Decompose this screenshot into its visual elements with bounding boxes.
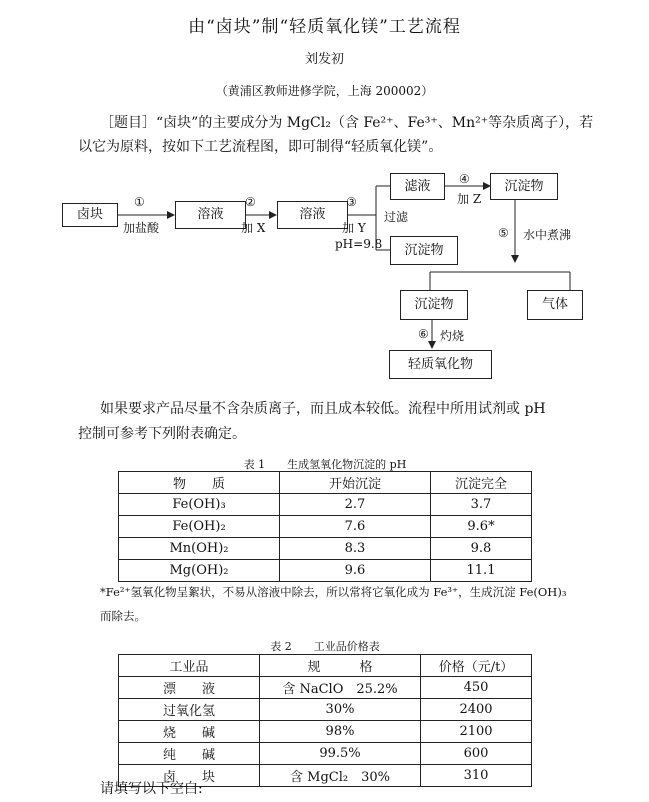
box-lvye: 滤液 <box>390 173 445 200</box>
table-row <box>119 560 532 582</box>
table-cell: 含 NaClO 25.2% <box>260 677 421 699</box>
table1-caption: 表 1 生成氢氧化物沉淀的 pH <box>243 458 407 471</box>
step2-number: ② <box>245 195 256 209</box>
box-chendian-top: 沉淀物 <box>490 173 558 200</box>
table-cell: 98% <box>260 721 421 743</box>
table-cell: 2100 <box>421 721 532 743</box>
step5-text: 水中煮沸 <box>523 228 572 242</box>
step5-number: ⑤ <box>498 226 509 240</box>
table-cell: 过氧化氢 <box>119 699 260 721</box>
step1-text: 加盐酸 <box>123 221 160 235</box>
table2-header: 价格（元/t） <box>421 655 532 677</box>
table-cell: 9.6* <box>431 516 532 538</box>
table-cell: 纯 碱 <box>119 743 260 765</box>
para2-line-2: 控制可参考下列附表确定。 <box>78 426 246 442</box>
table-row <box>119 743 532 765</box>
box-chendian-left: 沉淀物 <box>400 290 468 320</box>
table1-header: 沉淀完全 <box>431 472 532 494</box>
intro-line-2: 以它为原料，按如下工艺流程图，即可制得“轻质氧化镁”。 <box>78 139 443 155</box>
table2 <box>118 654 532 787</box>
step6-text: 灼烧 <box>440 329 465 343</box>
table-cell: 8.3 <box>280 538 431 560</box>
table-cell: 漂 液 <box>119 677 260 699</box>
box-product: 轻质氧化物 <box>389 350 492 379</box>
table1-header: 物 质 <box>119 472 280 494</box>
table-row <box>119 494 532 516</box>
table-cell: Mn(OH)₂ <box>119 538 280 560</box>
table1-header: 开始沉淀 <box>280 472 431 494</box>
box-qiti: 气体 <box>527 290 583 320</box>
table-cell: 2400 <box>421 699 532 721</box>
box-chendian-mid: 沉淀物 <box>390 236 458 265</box>
table-cell: 3.7 <box>431 494 532 516</box>
footnote-line-2: 而除去。 <box>100 609 146 623</box>
table-row <box>119 721 532 743</box>
table-cell: 卤 块 <box>119 765 260 787</box>
step2-text: 加 X <box>241 221 266 235</box>
step3-text: 加 Y <box>342 221 366 235</box>
table-cell: 99.5% <box>260 743 421 765</box>
step3-number: ③ <box>346 195 357 209</box>
box-rongye-1: 溶液 <box>175 201 246 229</box>
table-cell: 30% <box>260 699 421 721</box>
table-cell: 含 MgCl₂ 30% <box>260 765 421 787</box>
table2-caption: 表 2 工业品价格表 <box>270 640 380 653</box>
step4-text: 加 Z <box>457 192 482 206</box>
para2-line-1: 如果要求产品尽量不含杂质离子，而且成本较低。流程中所用试剂或 pH <box>100 401 546 417</box>
intro-line-1: ［题目］“卤块”的主要成分为 MgCl₂（含 Fe²⁺、Fe³⁺、Mn²⁺等杂质离子），若 <box>100 115 594 131</box>
guolv-label: 过滤 <box>384 210 409 224</box>
step6-number: ⑥ <box>418 327 429 341</box>
affiliation: （黄浦区教师进修学院，上海 200002） <box>215 84 434 98</box>
table-row <box>119 677 532 699</box>
table2-header: 规 格 <box>260 655 421 677</box>
page-title: 由“卤块”制“轻质氧化镁”工艺流程 <box>188 17 461 37</box>
table-row <box>119 516 532 538</box>
table-row <box>119 699 532 721</box>
table-cell: 7.6 <box>280 516 431 538</box>
table-cell: 310 <box>421 765 532 787</box>
table1 <box>118 471 532 582</box>
table-cell: 600 <box>421 743 532 765</box>
table-row <box>119 538 532 560</box>
table-cell: 烧 碱 <box>119 721 260 743</box>
step4-number: ④ <box>459 172 470 186</box>
box-rongye-2: 溶液 <box>277 201 348 229</box>
table-cell: Fe(OH)₃ <box>119 494 280 516</box>
table-cell: Fe(OH)₂ <box>119 516 280 538</box>
table-cell: 9.8 <box>431 538 532 560</box>
author: 刘发初 <box>304 52 344 67</box>
footnote-line-1: *Fe²⁺氢氧化物呈絮状，不易从溶液中除去，所以常将它氧化成为 Fe³⁺，生成沉淀 Fe(OH)₃ <box>100 585 567 599</box>
table-cell: 9.6 <box>280 560 431 582</box>
table-cell: Mg(OH)₂ <box>119 560 280 582</box>
footer-prompt: 请填写以下空白: <box>100 781 203 797</box>
ph-label: pH=9.8 <box>335 237 383 251</box>
table-cell: 450 <box>421 677 532 699</box>
table2-header: 工业品 <box>119 655 260 677</box>
step1-number: ① <box>134 195 145 209</box>
table-cell: 11.1 <box>431 560 532 582</box>
box-lukuai: 卤块 <box>62 203 118 227</box>
table-cell: 2.7 <box>280 494 431 516</box>
